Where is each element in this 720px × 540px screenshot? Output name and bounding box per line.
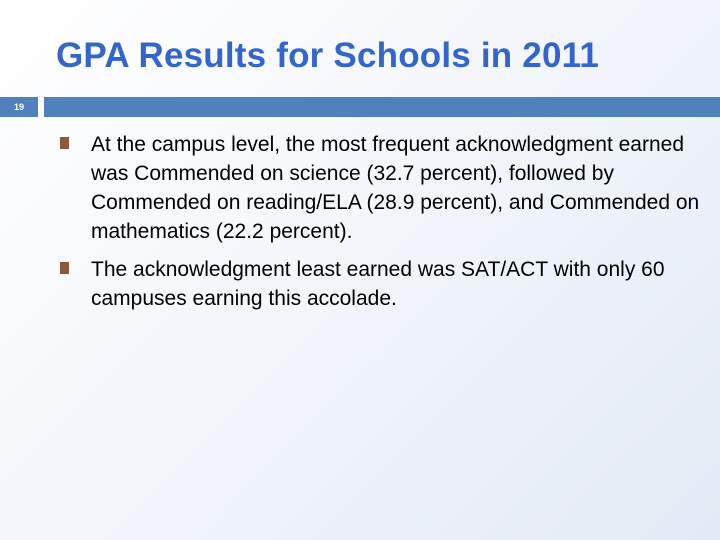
- bullet-item-1: [60, 130, 700, 246]
- bullet-text-1: At the campus level, the most frequent acknowledgment earned was Commended on science (32.7 percent), followed by Commended on reading/ELA (28.9 percent), and Commended on mathematics (22.2 percent).: [91, 133, 700, 243]
- divider-bar: [44, 97, 720, 117]
- slide-number-box: [0, 97, 38, 117]
- header-divider: [0, 97, 720, 117]
- bullet-item-2: [60, 255, 700, 313]
- bullet-text-2: The acknowledgment least earned was SAT/ACT with only 60 campuses earning this accolade.: [91, 258, 665, 310]
- bullet-list: [60, 130, 700, 322]
- slide-number: 19: [13, 102, 24, 112]
- square-bullet-icon: [60, 262, 69, 274]
- square-bullet-icon: [60, 137, 69, 149]
- slide-title: GPA Results for Schools in 2011: [56, 36, 600, 75]
